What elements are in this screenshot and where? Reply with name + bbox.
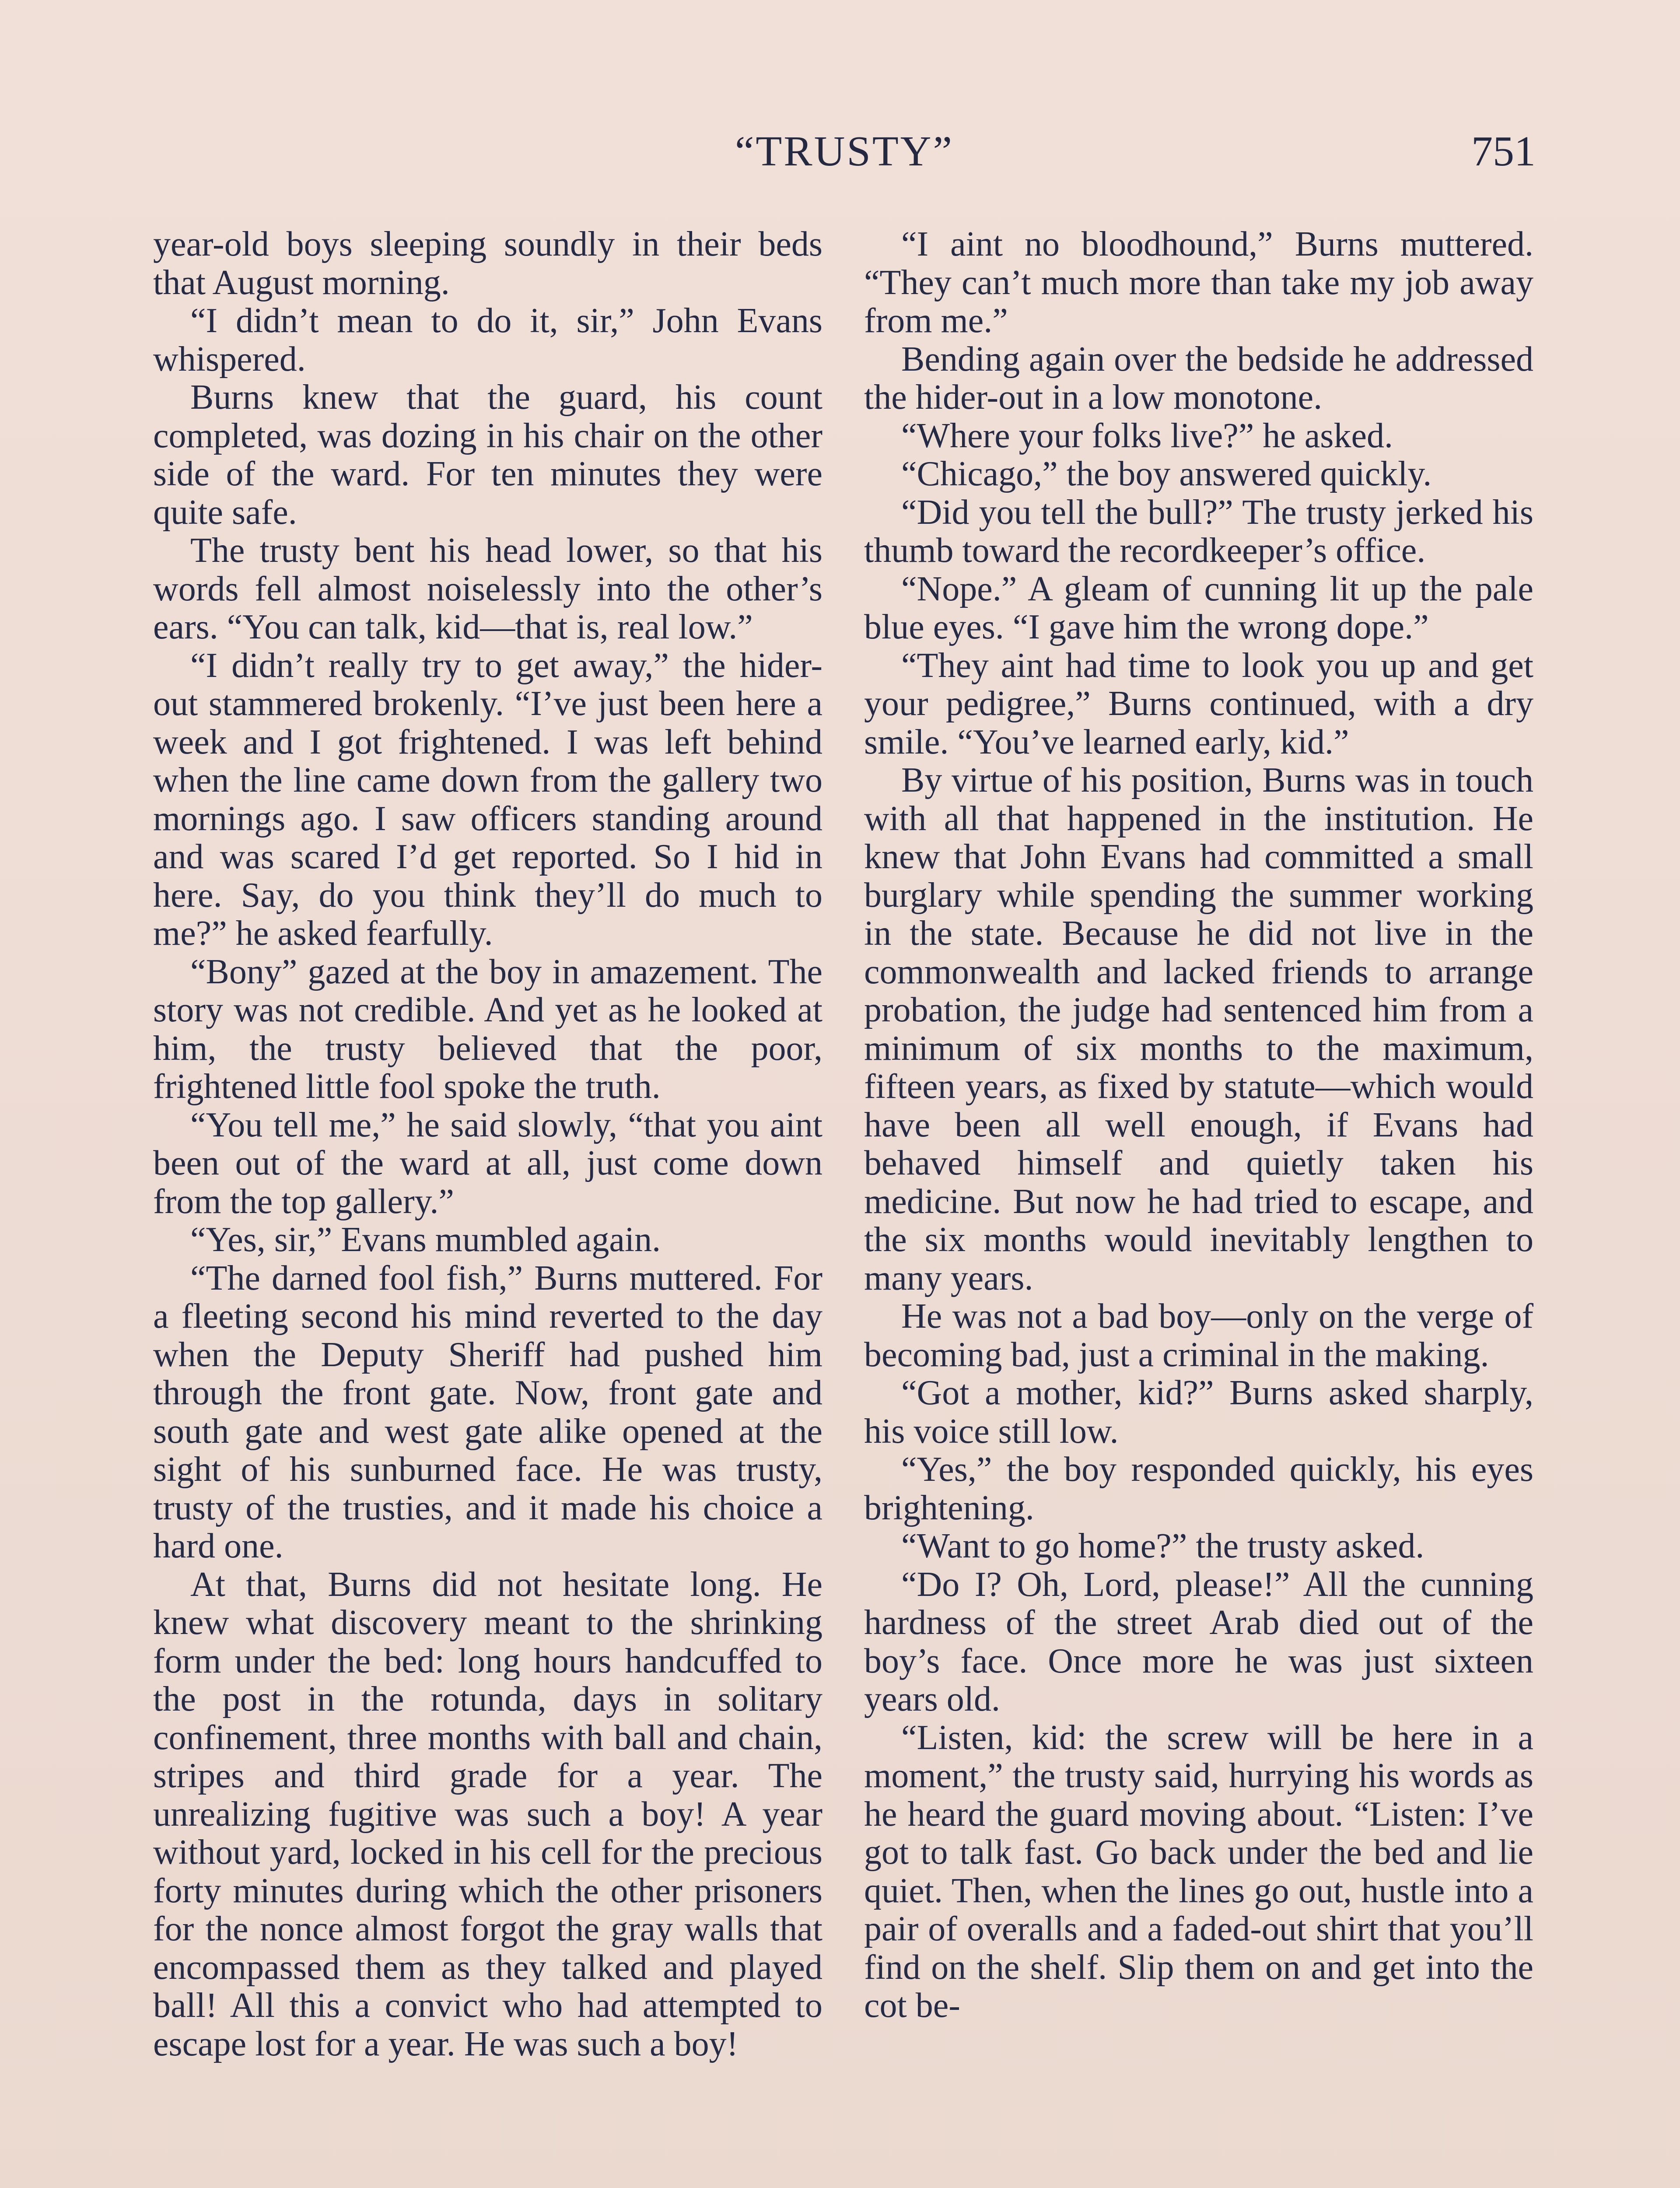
paragraph: “Yes,” the boy responded quickly, his eyes brightening.	[864, 1450, 1533, 1527]
paragraph: “Yes, sir,” Evans mumbled again.	[190, 1220, 661, 1259]
left-column	[153, 225, 822, 2188]
paragraph: “Did you tell the bull?” The trusty jerked his thumb toward the recordkeeper’s office.	[864, 493, 1533, 570]
right-column	[864, 225, 1533, 2188]
paragraph: The trusty bent his head lower, so that his words fell almost noiselessly into the other’s ears. “You can talk, kid—that is, real low.”	[153, 531, 822, 646]
paragraph: By virtue of his position, Burns was in touch with all that happened in the institution. He knew that John Evans had committed a small burglary while spending the summer working in the state. Because he did not live in the commonwealth and lacked friends to arrange probation, the judge had sentenced him from a minimum of six months to the maximum, fifteen years, as fixed by statute—which would have been all well enough, if Evans had behaved himself and quietly taken his medicine. But now he had tried to escape, and the six months would inevitably lengthen to many years.	[864, 761, 1533, 1297]
paragraph: “They aint had time to look you up and get your pedigree,” Burns continued, with a dry smile. “You’ve learned early, kid.”	[864, 646, 1533, 761]
paragraph: He was not a bad boy—only on the verge of becoming bad, just a criminal in the making.	[864, 1297, 1533, 1374]
paragraph: “I didn’t mean to do it, sir,” John Evans whispered.	[153, 302, 822, 379]
paragraph: At that, Burns did not hesitate long. He knew what discovery meant to the shrinking form under the bed: long hours handcuffed to the post in the rotunda, days in solitary confinement, three months with ball and chain, stripes and third grade for a year. The unrealizing fugitive was such a boy! A year without yard, locked in his cell for the precious forty minutes during which the other prisoners for the nonce almost forgot the gray walls that encompassed them as they talked and played ball! All this a convict who had attempted to escape lost for a year. He was such a boy!	[153, 1565, 822, 2063]
paragraph: “I aint no bloodhound,” Burns muttered. “They can’t much more than take my job away from me.”	[864, 225, 1533, 340]
running-title: “TRUSTY”	[735, 128, 954, 175]
paragraph: “The darned fool fish,” Burns muttered. For a fleeting second his mind reverted to the day when the Deputy Sheriff had pushed him through the front gate. Now, front gate and south gate and west gate alike opened at the sight of his sunburned face. He was trusty, trusty of the trusties, and it made his choice a hard one.	[153, 1259, 822, 1565]
paragraph: “Nope.” A gleam of cunning lit up the pale blue eyes. “I gave him the wrong dope.”	[864, 569, 1533, 646]
paragraph: Burns knew that the guard, his count completed, was dozing in his chair on the other side of the ward. For ten minutes they were quite safe.	[153, 378, 822, 532]
paragraph: “Where your folks live?” he asked.	[901, 416, 1393, 455]
paragraph: “Bony” gazed at the boy in amazement. The story was not credible. And yet as he looked at him, the trusty believed that the poor, frightened little fool spoke the truth.	[153, 952, 822, 1106]
paragraph: “Got a mother, kid?” Burns asked sharply, his voice still low.	[864, 1374, 1533, 1451]
page-header	[153, 127, 1536, 193]
paragraph: “You tell me,” he said slowly, “that you aint been out of the ward at all, just come down from the top gallery.”	[153, 1105, 822, 1221]
paragraph: year-old boys sleeping soundly in their beds that August morning.	[153, 225, 822, 302]
paragraph: Bending again over the bedside he addressed the hider-out in a low monotone.	[864, 340, 1533, 417]
paragraph: “Chicago,” the boy answered quickly.	[901, 455, 1432, 493]
paragraph: “Do I? Oh, Lord, please!” All the cunning hardness of the street Arab died out of the boy’s face. Once more he was just sixteen years old.	[864, 1565, 1533, 1718]
page-number: 751	[1471, 128, 1536, 175]
paragraph: “Want to go home?” the trusty asked.	[901, 1527, 1424, 1565]
paragraph: “I didn’t really try to get away,” the hider-out stammered brokenly. “I’ve just been here a week and I got frightened. I was left behind when the line came down from the gallery two mornings ago. I saw officers standing around and was scared I’d get reported. So I hid in here. Say, do you think they’ll do much to me?” he asked fearfully.	[153, 646, 822, 953]
paragraph: “Listen, kid: the screw will be here in a moment,” the trusty said, hurrying his words as he heard the guard moving about. “Listen: I’ve got to talk fast. Go back under the bed and lie quiet. Then, when the lines go out, hustle into a pair of overalls and a faded-out shirt that you’ll find on the shelf. Slip them on and get into the cot be-	[864, 1718, 1533, 2025]
